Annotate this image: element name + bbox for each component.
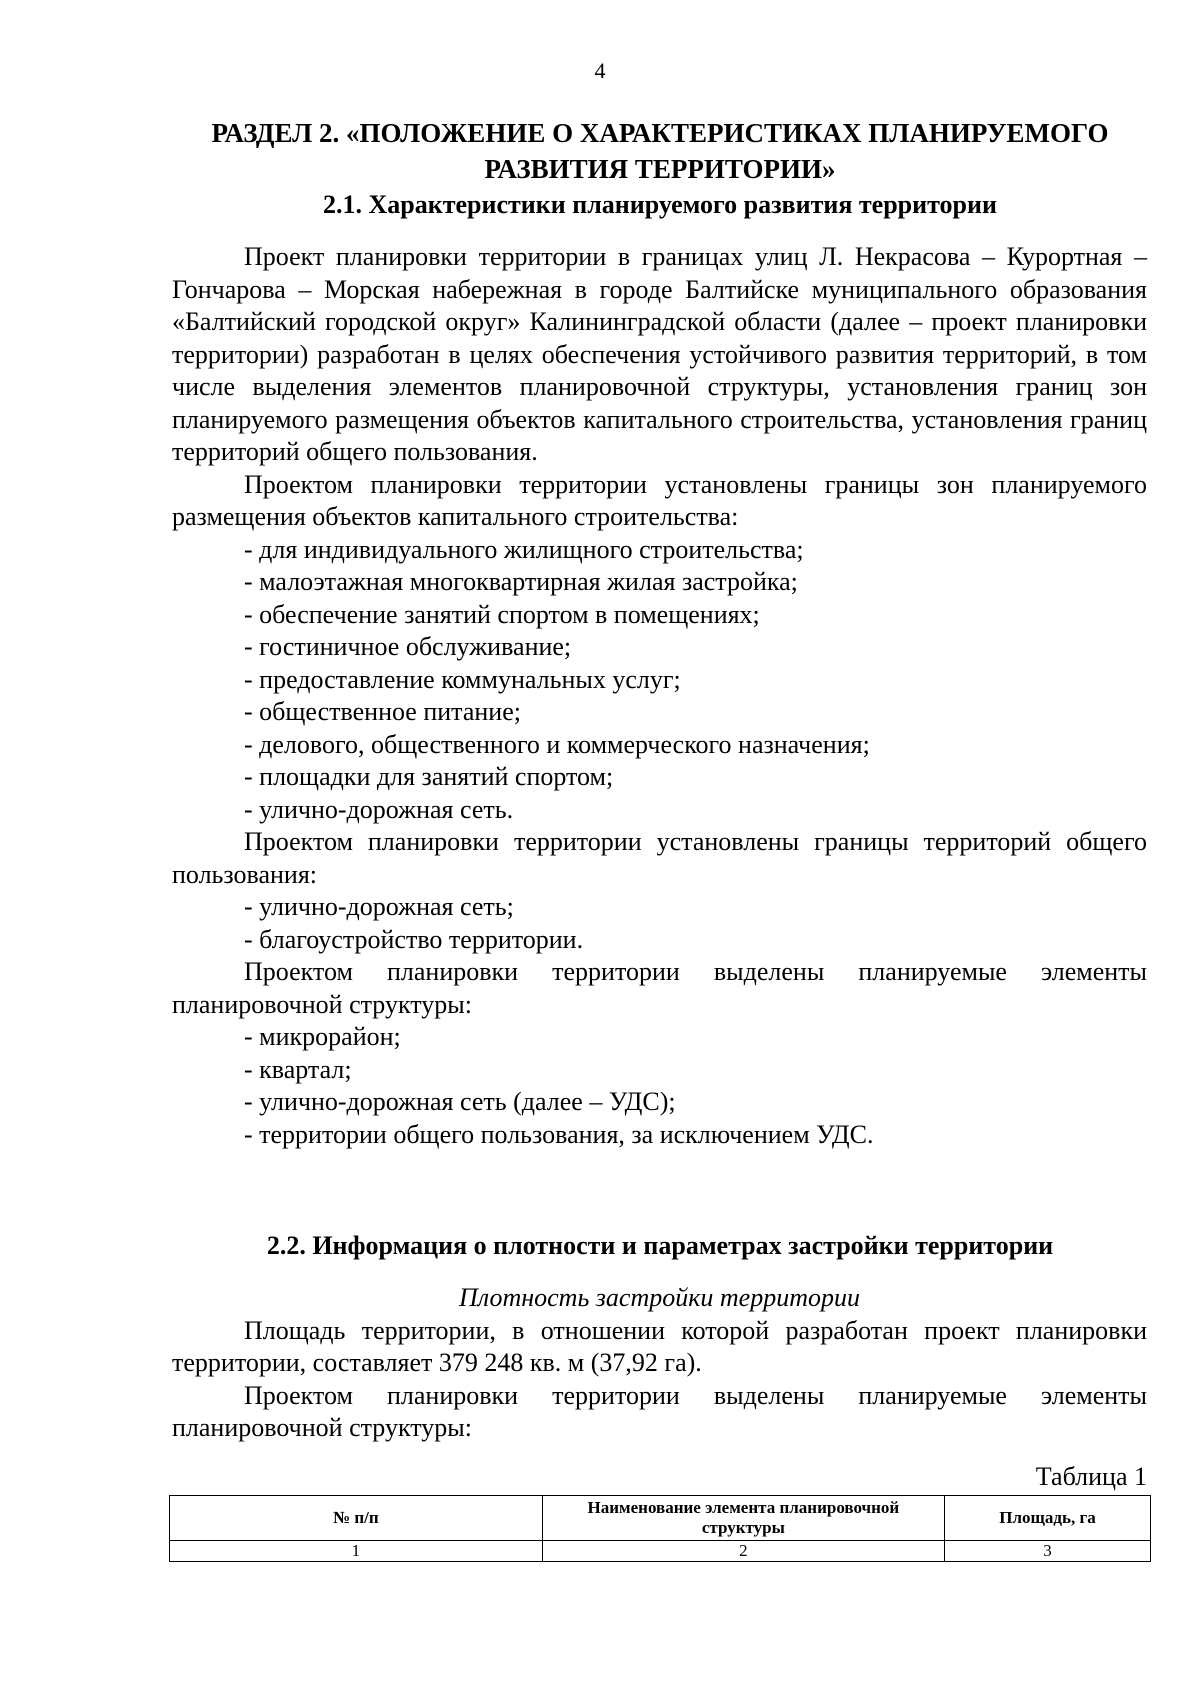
column-header: Площадь, га: [944, 1496, 1150, 1541]
column-header: № п/п: [170, 1496, 543, 1541]
table-header-row: [170, 1496, 1151, 1541]
italic-subheading: Плотность застройки территории: [459, 1283, 860, 1312]
planning-elements-table: [169, 1495, 1151, 1562]
section-2-1-body: [172, 241, 1147, 1151]
paragraph: Проектом планировки территории установлены границы территорий общего пользования:: [172, 827, 1147, 889]
paragraph: Проект планировки территории в границах улиц Л. Некрасова – Курортная – Гончарова – Морская набережная в городе Балтийске муниципального образования «Балтийский городской округ» Калининградской области (далее – проект планировки территории) разработан в целях обеспечения устойчивого развития территорий, в том числе выделения элементов планировочной структуры, установления границ зон планируемого размещения объектов капитального строительства, установления границ территорий общего пользования.: [172, 242, 1147, 466]
list-item: - предоставление коммунальных услуг;: [244, 664, 681, 694]
table-cell: 3: [944, 1541, 1150, 1562]
list-item: - обеспечение занятий спортом в помещениях;: [244, 599, 760, 629]
list-item: - квартал;: [244, 1054, 352, 1084]
table-cell: 2: [542, 1541, 944, 1562]
column-header: Наименование элемента планировочной структуры: [542, 1496, 944, 1541]
paragraph: Проектом планировки территории установлены границы зон планируемого размещения объектов капитального строительства:: [172, 469, 1147, 531]
table-row: [170, 1541, 1151, 1562]
list-item: - делового, общественного и коммерческого назначения;: [244, 729, 870, 759]
section-title-line-2: РАЗВИТИЯ ТЕРРИТОРИИ»: [484, 154, 836, 184]
list-item: - благоустройство территории.: [244, 924, 584, 954]
table-cell: 1: [170, 1541, 543, 1562]
list-item: - общественное питание;: [244, 697, 521, 726]
section-2-2-body: [172, 1282, 1147, 1445]
list-item: - гостиничное обслуживание;: [244, 632, 572, 661]
paragraph: Проектом планировки территории выделены планируемые элементы планировочной структуры:: [172, 1380, 1147, 1442]
list-item: - малоэтажная многоквартирная жилая застройка;: [244, 567, 798, 596]
subsection-heading-2-1: 2.1. Характеристики планируемого развития территории: [323, 190, 997, 219]
section-title-line-1: РАЗДЕЛ 2. «ПОЛОЖЕНИЕ О ХАРАКТЕРИСТИКАХ ПЛАНИРУЕМОГО: [211, 118, 1109, 148]
page-number: 4: [594, 58, 606, 83]
list-item: - микрорайон;: [244, 1022, 401, 1051]
paragraph: Площадь территории, в отношении которой разработан проект планировки территории, составляет 379 248 кв. м (37,92 га).: [172, 1315, 1147, 1377]
table-caption: Таблица 1: [1035, 1462, 1147, 1491]
paragraph: Проектом планировки территории выделены планируемые элементы планировочной структуры:: [172, 957, 1147, 1019]
list-item: - для индивидуального жилищного строительства;: [244, 534, 804, 564]
section-title: [170, 115, 1150, 187]
list-item: - улично-дорожная сеть;: [244, 892, 514, 921]
list-item: - улично-дорожная сеть.: [244, 794, 514, 824]
list-item: - площадки для занятий спортом;: [244, 762, 614, 791]
subsection-heading-2-2: 2.2. Информация о плотности и параметрах застройки территории: [266, 1231, 1054, 1260]
list-item: - территории общего пользования, за исключением УДС.: [244, 1119, 874, 1149]
list-item: - улично-дорожная сеть (далее – УДС);: [244, 1087, 676, 1116]
